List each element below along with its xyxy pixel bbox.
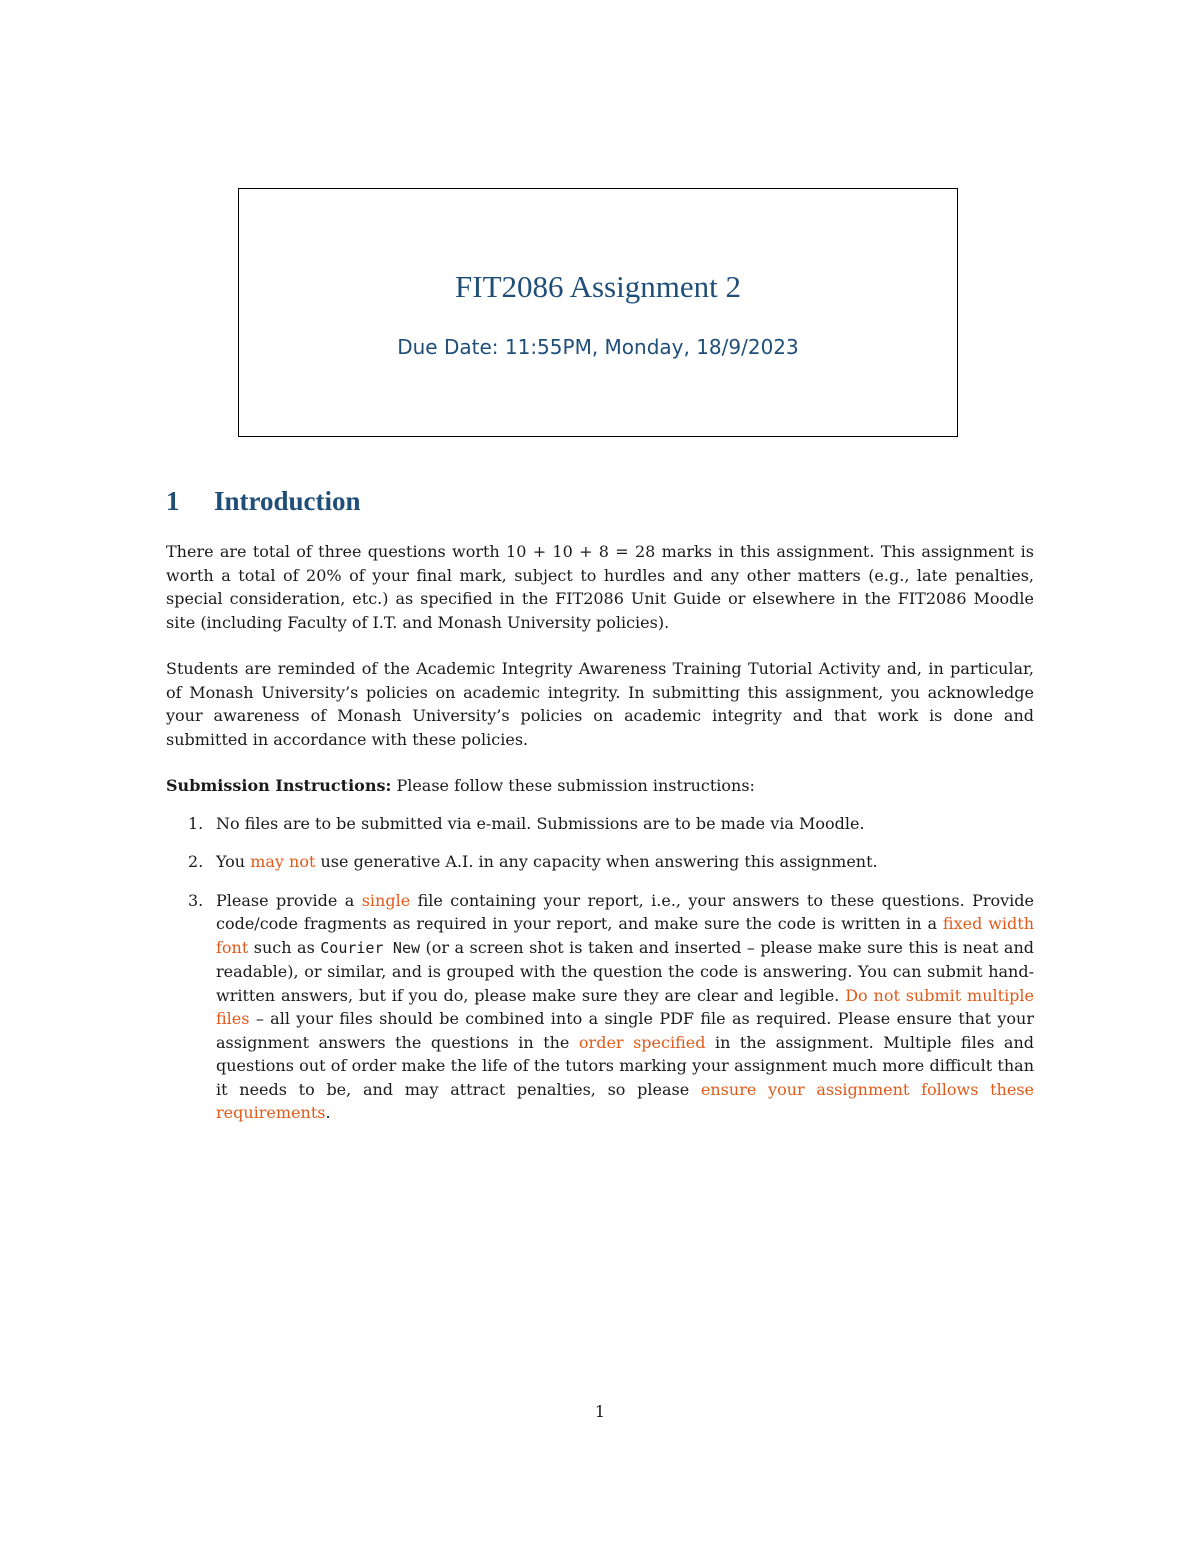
highlighted-text: may not [250, 852, 316, 871]
section-number: 1 [166, 486, 180, 516]
highlighted-text: fixed width font [216, 914, 1035, 957]
list-item-text: . [325, 1103, 331, 1122]
list-item [166, 850, 1034, 874]
submission-intro-text: Please follow these submission instructions: [391, 776, 755, 795]
list-item-text: No files are to be submitted via e-mail. Submissions are to be made via Moodle. [216, 813, 865, 833]
submission-intro [166, 774, 1034, 798]
list-item-text: file containing your report, i.e., your answers to these questions. Provide code/code fragments as required in your report, and make sure the code is written in a [216, 890, 1034, 933]
list-item-text: in the assignment. Multiple files and questions out of order make the life of the tutors marking your assignment much more difficult than it needs to be, and may attract penalties, so please [216, 1032, 1035, 1099]
monospace-text: Courier New [320, 938, 421, 957]
paragraph-academic-integrity: Students are reminded of the Academic Integrity Awareness Training Tutorial Activity and, in particular, of Monash University’s policies on academic integrity. In submitting this assignment, you acknowledge your awareness of Monash University’s policies on academic integrity and that work is done and submitted in accordance with these policies. [166, 659, 1034, 749]
paragraph-marks: There are total of three questions worth 10 + 10 + 8 = 28 marks in this assignment. This assignment is worth a total of 20% of your final mark, subject to hurdles and any other matters (e.g., late penalties, special consideration, etc.) as specified in the FIT2086 Unit Guide or elsewhere in the FIT2086 Moodle site (including Faculty of I.T. and Monash University policies). [166, 542, 1034, 632]
section-heading [166, 486, 361, 517]
list-item-text: – all your files should be combined into a single PDF file as required. Please ensure that your assignment answers the questions in the [216, 1009, 1034, 1052]
due-date: Due Date: 11:55PM, Monday, 18/9/2023 [397, 335, 799, 359]
list-item [166, 889, 1034, 1125]
title-box [238, 188, 958, 437]
list-item-text: such as [248, 937, 321, 957]
list-item-text: (or a screen shot is taken and inserted – please make sure this is neat and readable), or similar, and is grouped with the question the code is answering. You can submit hand-written answers, but if you do, please make sure they are clear and legible. [216, 937, 1034, 1005]
submission-instructions-list [166, 812, 1034, 1125]
page-number: 1 [594, 1402, 606, 1421]
document-title: FIT2086 Assignment 2 [455, 269, 741, 304]
highlighted-text: Do not submit multiple files [216, 985, 1035, 1028]
list-item-text: Please provide a [216, 890, 362, 910]
list-item [166, 812, 1034, 836]
section-title: Introduction [214, 486, 361, 516]
introduction-content [166, 540, 1034, 1140]
list-item-text: You [216, 852, 251, 871]
highlighted-text: order specified [578, 1032, 706, 1052]
list-item-number: 3. [188, 890, 204, 910]
highlighted-text: ensure your assignment follows these requirements [216, 1079, 1034, 1122]
list-item-number: 1. [188, 813, 204, 833]
list-item-text: use generative A.I. in any capacity when answering this assignment. [315, 852, 878, 871]
submission-label: Submission Instructions: [166, 776, 392, 795]
highlighted-text: single [361, 890, 411, 910]
list-item-number: 2. [188, 852, 204, 871]
